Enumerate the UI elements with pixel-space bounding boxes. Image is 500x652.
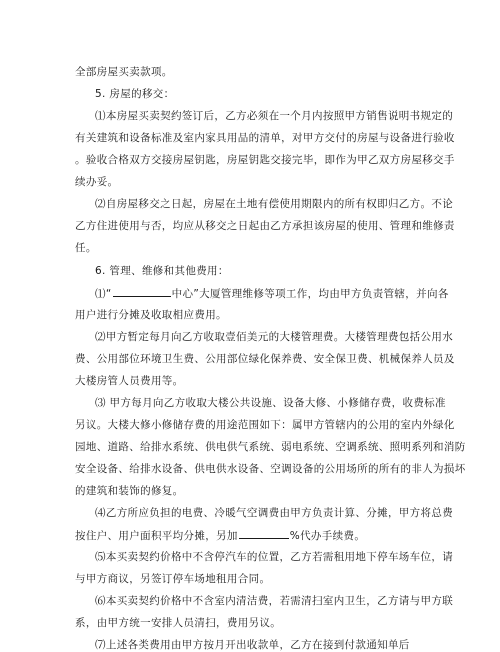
text-line: 乙方住进使用与否，均应从移交之日起由乙方承担该房屋的使用、管理和维修责 [75,220,455,232]
section-heading-5: 5. 房屋的移交： [95,88,175,100]
text-line: ⑺上述各类费用由甲方按月开出收款单，乙方在接到付款通知单后 [95,639,410,651]
text-line-with-blank [95,286,449,301]
text-line: 大楼房管人员费用等。 [75,375,184,387]
text-line: 另议。大楼大修小修储存费的用途范围如下：属甲方管辖内的公用的室内外绿化 [75,419,455,431]
text-line: ⑶ 甲方每月向乙方收取大楼公共设施、设备大修、小修储存费，收费标准 [95,397,446,409]
blank-underline [113,286,171,297]
text-line: 续办妥。 [75,176,119,188]
text-line: 的建筑和装饰的修复。 [75,485,184,497]
text-line: 。验收合格双方交接房屋钥匙，房屋钥匙交接完毕，即作为甲乙双方房屋移交手 [75,154,455,166]
text-segment: %代办手续费。 [289,530,366,542]
blank-underline [239,528,289,539]
section-heading-6: 6. 管理、维修和其他费用： [95,265,229,277]
text-line: 安全设备、给排水设备、供电供水设备、空调设备的公用场所的所有的非人为损坏 [75,463,466,475]
text-line: 有关建筑和设备标准及室内家具用品的清单，对甲方交付的房屋与设备进行验收 [75,132,455,144]
text-line-with-blank [75,528,365,543]
text-line: 任。 [75,242,97,254]
text-line: ⑷乙方所应负担的电费、冷暖气空调费由甲方负责计算、分摊，甲方将总费 [95,507,454,519]
text-line: 用户进行分摊及收取相应费用。 [75,309,227,321]
text-line: ⑸本买卖契约价格中不含停汽车的位置，乙方若需租用地下停车场车位，请 [95,551,454,563]
text-line: 全部房屋买卖款项。 [75,66,173,78]
text-line: ⑴本房屋买卖契约签订后，乙方必须在一个月内按照甲方销售说明书规定的 [95,110,454,122]
text-line: 费、公用部位环境卫生费、公用部位绿化保养费、安全保卫费、机械保养人员及 [75,353,455,365]
text-segment: 中心”大厦管理维修等项工作，均由甲方负责管辖，并向各 [171,288,449,300]
text-line: ⑹本买卖契约价格中不含室内清洁费，若需清扫室内卫生，乙方请与甲方联 [95,595,454,607]
text-line: ⑵自房屋移交之日起，房屋在土地有偿使用期限内的所有权即归乙方。不论 [95,198,454,210]
text-segment: ⑴“ [95,288,112,300]
text-line: 系，由甲方统一安排人员清扫，费用另议。 [75,617,282,629]
text-segment: 按住户、用户面积平均分摊，另加 [75,530,238,542]
text-line: 园地、道路、给排水系统、供电供气系统、弱电系统、空调系统、照明系列和消防 [75,441,466,453]
text-line: 与甲方商议，另签订停车场地租用合同。 [75,573,271,585]
text-line: ⑵甲方暂定每月向乙方收取壹佰美元的大楼管理费。大楼管理费包括公用水 [95,331,454,343]
